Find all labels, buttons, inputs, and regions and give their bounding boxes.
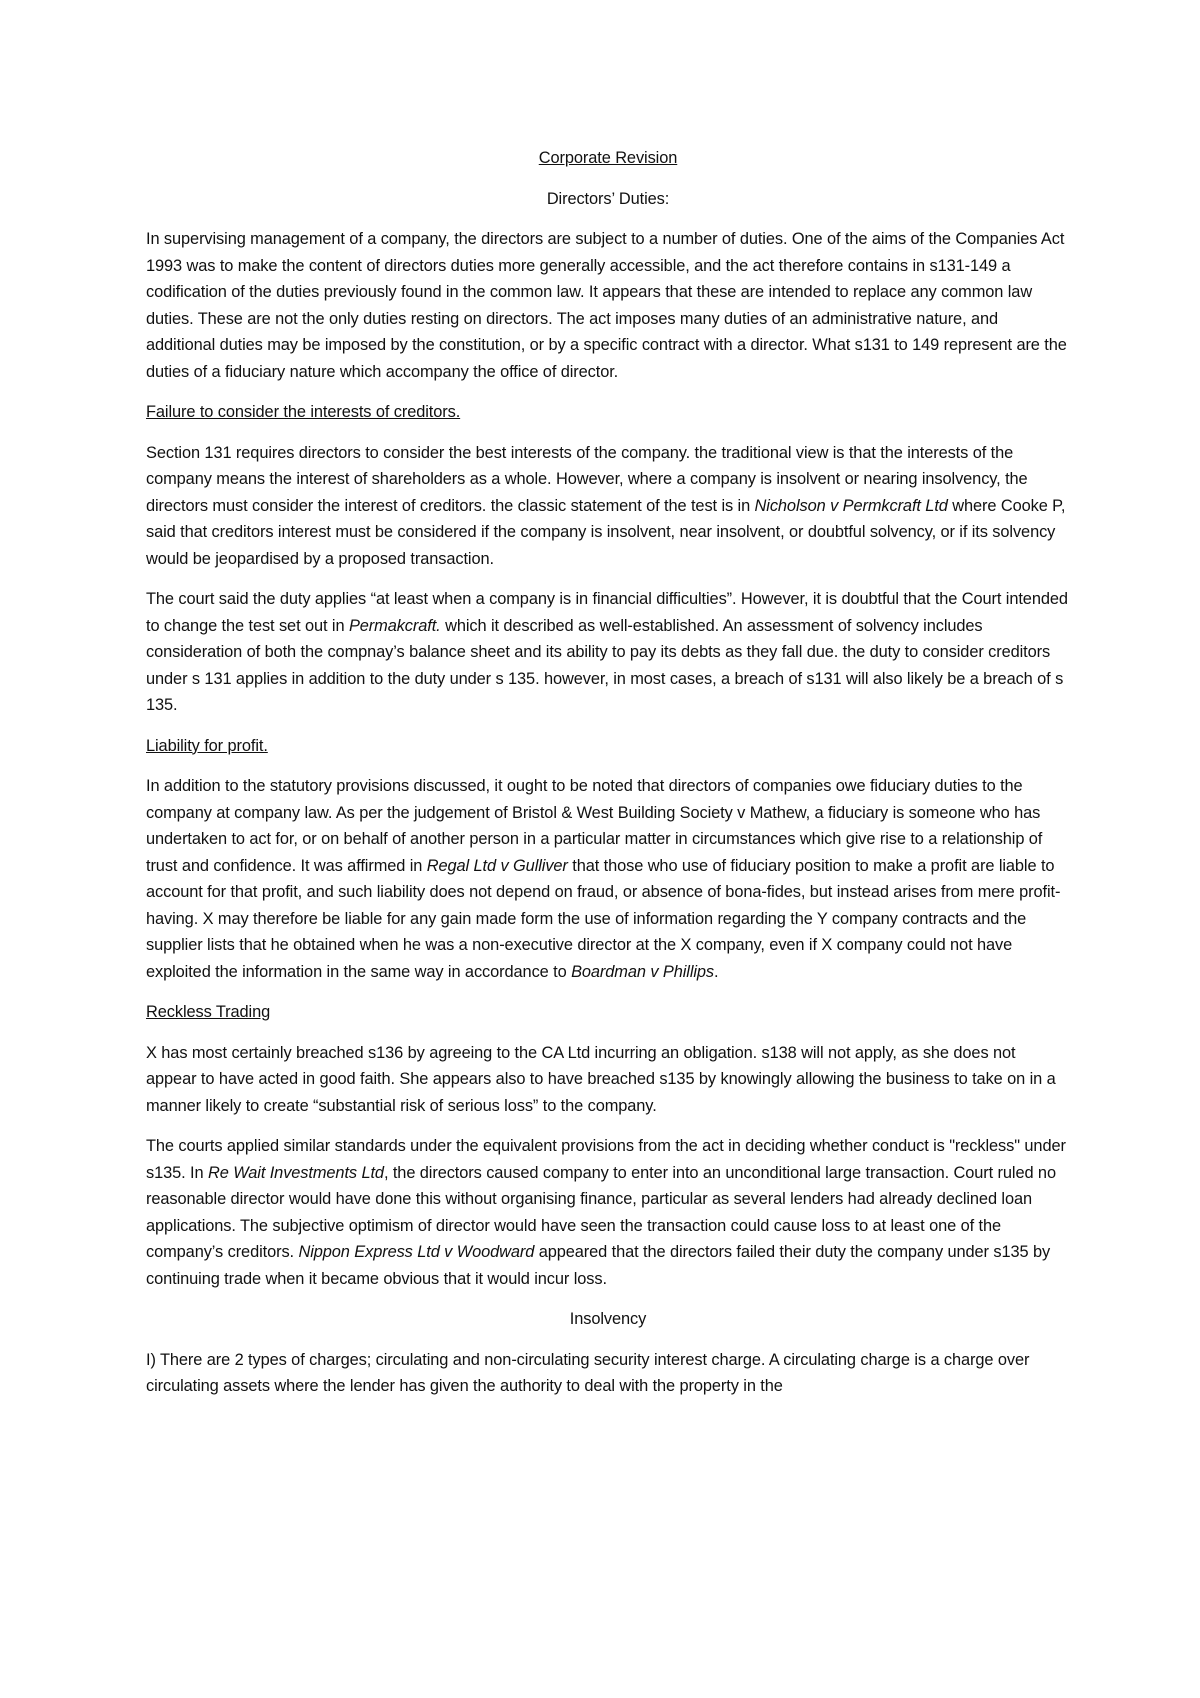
paragraph-charges: I) There are 2 types of charges; circulating and non-circulating security interest charge. A circulating charge is a charge over circulating assets where the lender has given the authority to deal with the property in the [146, 1350, 1030, 1395]
text-run: The courts applied similar standards under the equivalent provisions from the act in deciding whether conduct is "reckless" under s135. In [146, 1137, 1066, 1182]
text-run: Section 131 requires directors to consider the best interests of the company. the traditional view is that the interests of the company means the interest of shareholders as a whole. However, where a company is insolvent or nearing insolvency, the directors must consider the interest of creditors. the classic statement of the test is in [146, 443, 1028, 515]
section-title-directors-duties: Directors’ Duties: [546, 189, 670, 208]
case-name: Regal Ltd v Gulliver [426, 856, 568, 875]
heading-failure-to-consider-creditors: Failure to consider the interests of creditors. [146, 403, 461, 421]
paragraph-s136-breach: X has most certainly breached s136 by agreeing to the CA Ltd incurring an obligation. s138 will not apply, as she does not appear to have acted in good faith. She appears also to have breached s135 by knowingly allowing the business to take on in a manner likely to create “substantial risk of serious loss” to the company. [146, 1043, 1056, 1115]
heading-reckless-trading: Reckless Trading [146, 1003, 271, 1021]
paragraph-financial-difficulties [146, 586, 1070, 719]
text-run: that those who use of fiduciary position to make a profit are liable to account for that profit, and such liability does not depend on fraud, or absence of bona-fides, but instead arises from mere profit-having. X may therefore be liable for any gain made form the use of information regarding the Y company contracts and the supplier lists that he obtained when he was a non-executive director at the X company, even if X company could not have exploited the information in the same way in accordance to [146, 856, 1061, 981]
document-title: Corporate Revision [538, 149, 678, 167]
text-run: The court said the duty applies “at least when a company is in financial difficulties”. However, it is doubtful that the Court intended to change the test set out in [146, 590, 1068, 635]
text-run: appeared that the directors failed their duty the company under s135 by continuing trade when it became obvious that it would incur loss. [146, 1243, 1051, 1288]
heading-liability-for-profit: Liability for profit. [146, 736, 268, 755]
text-run: where Cooke P, said that creditors interest must be considered if the company is insolvent, near insolvent, or doubtful solvency, or if its solvency would be jeopardised by a proposed transaction. [146, 496, 1066, 568]
case-name: Re Wait Investments Ltd [207, 1163, 384, 1182]
text-run: . [714, 962, 719, 981]
text-run: In addition to the statutory provisions discussed, it ought to be noted that directors of companies owe fiduciary duties to the company at company law. As per the judgement of Bristol & West Building Society v Mathew, a fiduciary is someone who has undertaken to act for, or on behalf of another person in a particular matter in circumstances which give rise to a relationship of trust and confidence. It was affirmed in [146, 777, 1043, 875]
heading-insolvency: Insolvency [569, 1310, 647, 1328]
case-name: Boardman v Phillips [571, 962, 715, 981]
intro-paragraph: In supervising management of a company, the directors are subject to a number of duties. One of the aims of the Companies Act 1993 was to make the content of directors duties more generally accessible, and the act therefore contains in s131-149 a codification of the duties previously found in the common law. It appears that these are intended to replace any common law duties. These are not the only duties resting on directors. The act imposes many duties of an administrative nature, and additional duties may be imposed by the constitution, or by a specific contract with a director. What s131 to 149 represent are the duties of a fiduciary nature which accompany the office of director. [146, 230, 1067, 381]
case-name: Nicholson v Permkcraft Ltd [754, 496, 948, 515]
text-run: , the directors caused company to enter into an unconditional large transaction. Court ruled no reasonable director would have done this without organising finance, particular as several lenders had already declined loan applications. The subjective optimism of director would have seen the transaction could cause loss to at least one of the company’s creditors. [146, 1163, 1056, 1261]
paragraph-reckless-standards [146, 1133, 1070, 1292]
paragraph-fiduciary-duties [146, 773, 1070, 985]
text-run: which it described as well-established. An assessment of solvency includes consideration of both the compnay’s balance sheet and its ability to pay its debts as they fall due. the duty to consider creditors under s 131 applies in addition to the duty under s 135. however, in most cases, a breach of s131 will also likely be a breach of s 135. [146, 616, 1064, 714]
case-name: Nippon Express Ltd v Woodward [298, 1243, 535, 1261]
paragraph-section-131 [146, 440, 1070, 573]
case-name: Permakcraft. [348, 616, 441, 635]
